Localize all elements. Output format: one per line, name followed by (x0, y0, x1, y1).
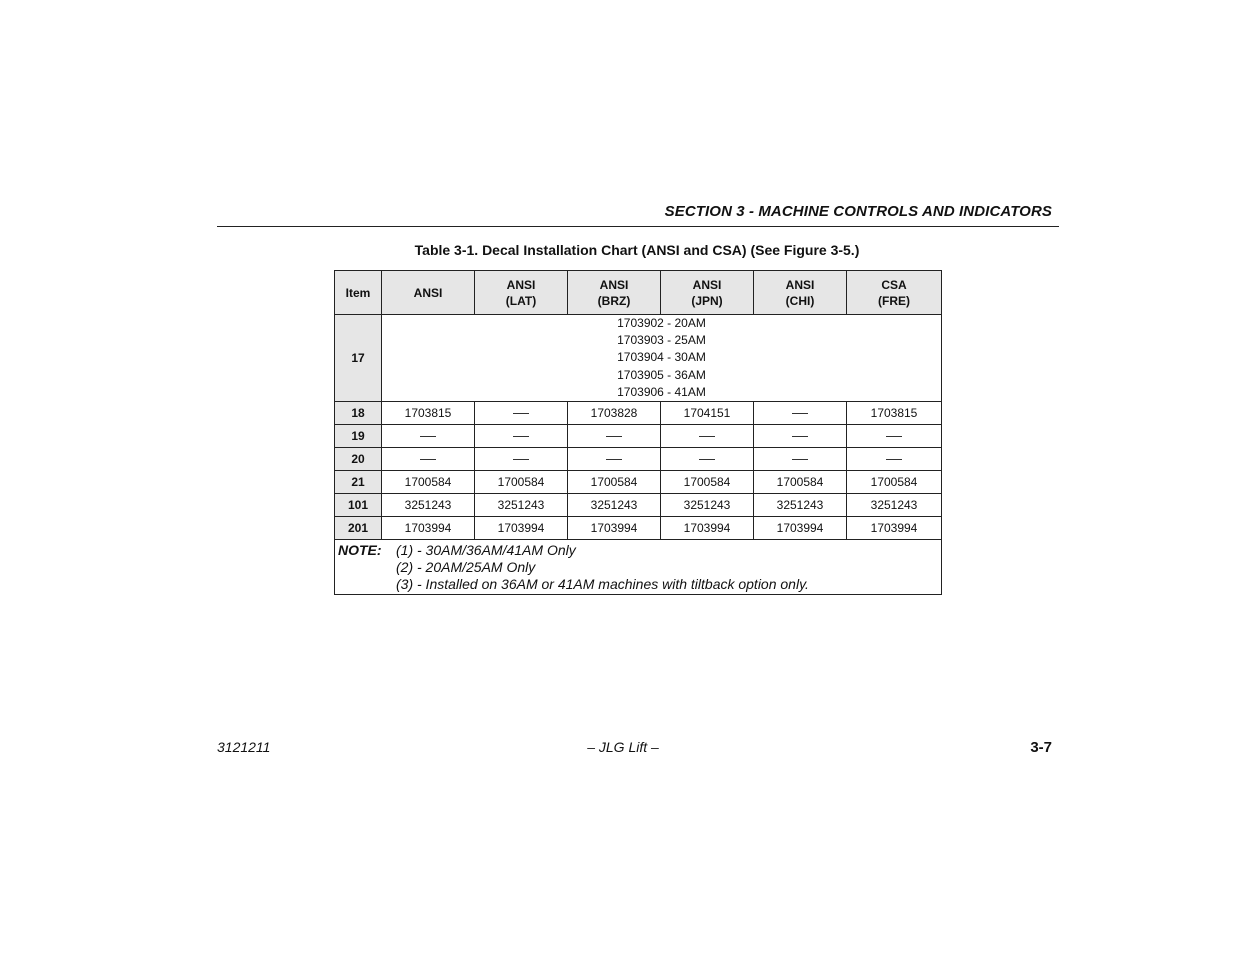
part-number-cell: 1703828 (568, 402, 661, 425)
part-line: 1703904 - 30AM (617, 350, 706, 365)
col-header-sublabel: (BRZ) (597, 293, 631, 308)
not-applicable-cell (754, 448, 847, 471)
em-dash-mark (606, 436, 622, 437)
col-header-label: ANSI (506, 277, 536, 292)
note-cell (335, 540, 942, 595)
note-line: (3) - Installed on 36AM or 41AM machines with tiltback option only. (396, 576, 809, 593)
em-dash-mark (699, 459, 715, 460)
item-number: 17 (335, 315, 382, 402)
item-number: 101 (335, 494, 382, 517)
table-row (335, 517, 942, 540)
part-number-cell: 1703994 (847, 517, 942, 540)
col-header-ansi-brz (568, 271, 661, 315)
not-applicable-cell (661, 425, 754, 448)
not-applicable-cell (661, 448, 754, 471)
em-dash-mark (886, 436, 902, 437)
item-number: 20 (335, 448, 382, 471)
document-number: 3121211 (217, 739, 271, 755)
em-dash-mark (513, 413, 529, 414)
part-number-cell: 1700584 (847, 471, 942, 494)
part-line: 1703902 - 20AM (617, 316, 706, 330)
table-row (335, 494, 942, 517)
part-number-cell: 1700584 (568, 471, 661, 494)
col-header-ansi-lat (475, 271, 568, 315)
em-dash-mark (792, 436, 808, 437)
note-lines (396, 542, 809, 593)
em-dash-mark (513, 436, 529, 437)
note-line: (1) - 30AM/36AM/41AM Only (396, 542, 576, 559)
part-number-cell: 3251243 (382, 494, 475, 517)
part-number-cell: 1703994 (568, 517, 661, 540)
col-header-ansi-jpn (661, 271, 754, 315)
col-header-label: ANSI (692, 277, 722, 292)
table-title: Table 3-1. Decal Installation Chart (ANSI and CSA) (See Figure 3-5.) (414, 242, 860, 258)
part-number-cell: 1703994 (475, 517, 568, 540)
em-dash-mark (513, 459, 529, 460)
footer-brand: – JLG Lift – (587, 739, 659, 755)
not-applicable-cell (847, 448, 942, 471)
header-rule (217, 226, 1059, 227)
table-row (335, 471, 942, 494)
not-applicable-cell (382, 448, 475, 471)
decal-installation-table (334, 270, 942, 595)
part-number-cell: 3251243 (661, 494, 754, 517)
col-header-sublabel: (JPN) (691, 293, 723, 308)
part-number-cell: 1703994 (382, 517, 475, 540)
col-header-sublabel: (LAT) (505, 293, 537, 308)
col-header-label: ANSI (599, 277, 629, 292)
part-number-cell: 1700584 (661, 471, 754, 494)
col-header-item (335, 271, 382, 315)
not-applicable-cell (382, 425, 475, 448)
not-applicable-cell (568, 448, 661, 471)
note-row (335, 540, 942, 595)
not-applicable-cell (475, 402, 568, 425)
table-row (335, 402, 942, 425)
item-number: 19 (335, 425, 382, 448)
em-dash-mark (420, 459, 436, 460)
part-line: 1703905 - 36AM (617, 367, 706, 382)
part-line: 1703903 - 25AM (617, 333, 706, 348)
part-number-cell: 1700584 (382, 471, 475, 494)
part-number-cell: 1703994 (754, 517, 847, 540)
part-number-cell: 1700584 (754, 471, 847, 494)
not-applicable-cell (475, 448, 568, 471)
part-number-cell: 3251243 (475, 494, 568, 517)
em-dash-mark (792, 413, 808, 414)
table-row (335, 315, 942, 402)
col-header-label: Item (345, 285, 371, 300)
em-dash-mark (420, 436, 436, 437)
col-header-sublabel: (FRE) (878, 293, 910, 308)
not-applicable-cell (475, 425, 568, 448)
em-dash-mark (606, 459, 622, 460)
table-row (335, 448, 942, 471)
not-applicable-cell (568, 425, 661, 448)
not-applicable-cell (754, 425, 847, 448)
part-number-cell: 1700584 (475, 471, 568, 494)
part-line: 1703906 - 41AM (617, 384, 706, 399)
part-number-cell: 1704151 (661, 402, 754, 425)
em-dash-mark (792, 459, 808, 460)
part-number-cell: 3251243 (568, 494, 661, 517)
table-header-row (335, 271, 942, 315)
page-number: 3-7 (1030, 739, 1052, 756)
col-header-ansi (382, 271, 475, 315)
col-header-csa-fre (847, 271, 942, 315)
part-number-cell: 1703994 (661, 517, 754, 540)
col-header-label: CSA (881, 277, 907, 292)
em-dash-mark (699, 436, 715, 437)
em-dash-mark (886, 459, 902, 460)
col-header-label: ANSI (413, 285, 443, 300)
note-label: NOTE: (338, 542, 382, 559)
part-number-cell: 1703815 (382, 402, 475, 425)
not-applicable-cell (847, 425, 942, 448)
col-header-ansi-chi (754, 271, 847, 315)
part-number-cell: 1703815 (847, 402, 942, 425)
note-line: (2) - 20AM/25AM Only (396, 559, 536, 576)
part-number-cell: 3251243 (847, 494, 942, 517)
part-number-cell: 3251243 (754, 494, 847, 517)
table-row (335, 425, 942, 448)
not-applicable-cell (754, 402, 847, 425)
merged-part-list (382, 315, 942, 402)
item-number: 21 (335, 471, 382, 494)
item-number: 18 (335, 402, 382, 425)
item-number: 201 (335, 517, 382, 540)
col-header-label: ANSI (785, 277, 815, 292)
section-title: SECTION 3 - MACHINE CONTROLS AND INDICATORS (664, 203, 1052, 220)
col-header-sublabel: (CHI) (785, 293, 815, 308)
